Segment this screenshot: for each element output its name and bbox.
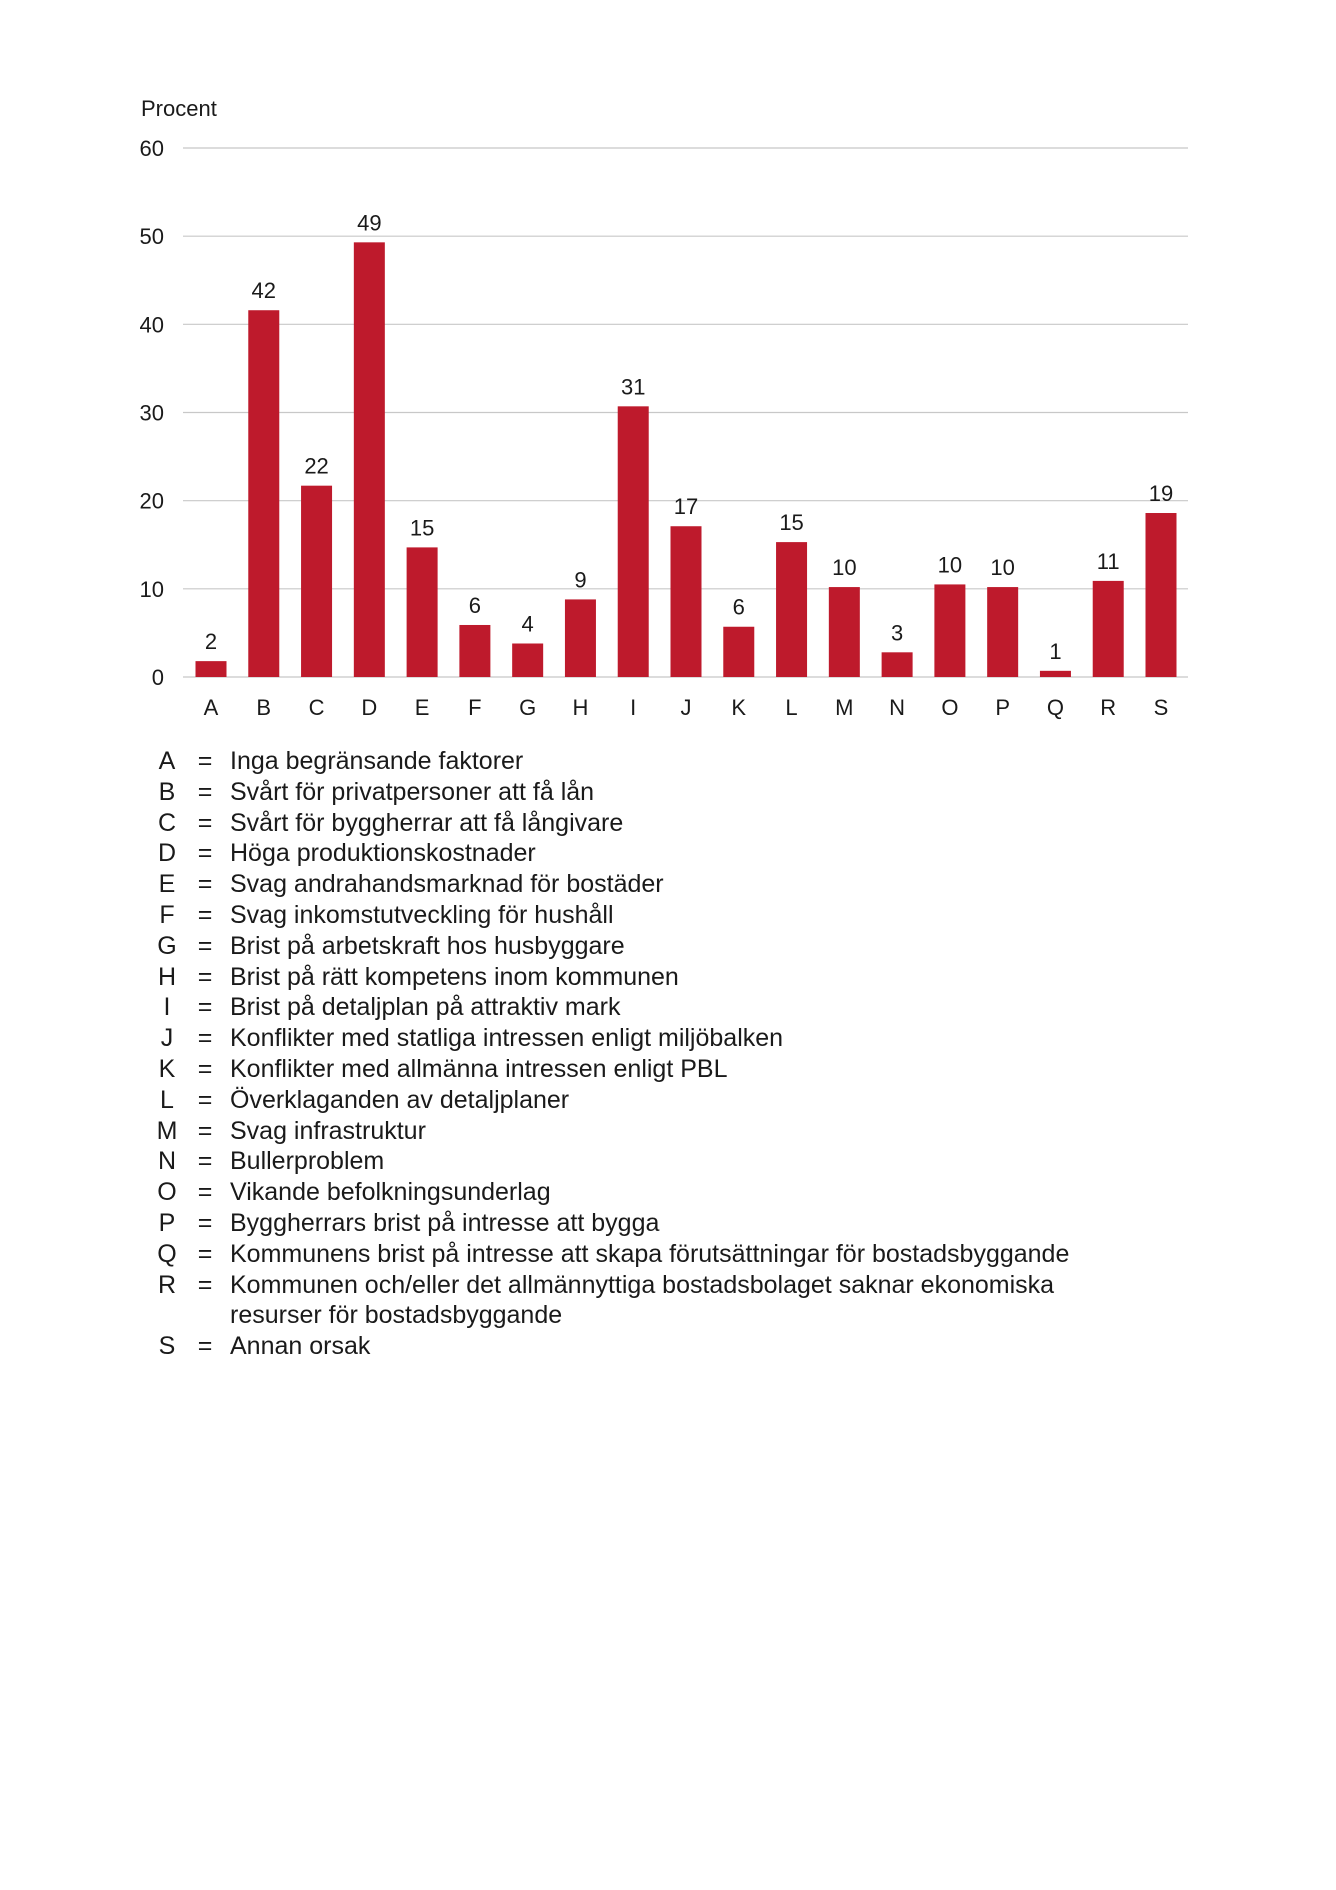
y-tick-label: 0 [151,665,164,690]
legend-row [150,1146,1150,1177]
legend-key: D [157,839,177,868]
bar-b [248,310,279,677]
bars [196,242,1177,677]
x-tick-label-p: P [995,695,1011,720]
x-tick-label-q: Q [1046,695,1065,720]
legend-equals: = [197,839,213,868]
y-tick-label: 30 [139,400,164,426]
legend-description: Kommunens brist på intresse att skapa förutsättningar för bostadsbyggande [230,1239,1070,1268]
legend-key: F [159,900,175,929]
value-label-n: 3 [890,620,904,646]
legend-row [150,962,1150,993]
legend-equals: = [197,1239,213,1268]
legend-key: L [160,1085,174,1114]
x-tick-label-c: C [308,695,325,720]
legend-equals: = [197,1147,213,1176]
value-label-k: 6 [732,594,745,620]
legend-row [150,1023,1150,1054]
legend-row [150,1239,1150,1270]
legend-description: Svag andrahandsmarknad för bostäder [230,870,664,899]
value-label-s: 19 [1148,481,1174,507]
value-label-f: 6 [468,592,482,618]
bar-c [301,486,332,677]
legend-key: R [157,1270,177,1299]
legend-equals: = [197,1085,213,1114]
legend-equals: = [197,1054,213,1083]
x-tick-label-s: S [1153,695,1169,720]
y-tick-label: 60 [139,136,164,161]
bar-e [407,547,438,677]
legend-description: Brist på rätt kompetens inom kommunen [230,962,679,991]
legend-equals: = [197,747,213,775]
legend-description: Bullerproblem [230,1147,385,1176]
bar-n [882,652,913,677]
y-tick-label: 40 [139,312,164,338]
legend-equals: = [197,1178,213,1207]
legend-description: Inga begränsande faktorer [230,747,524,775]
legend-key: S [158,1332,176,1361]
legend-row [150,931,1150,962]
bar-l [776,542,807,677]
legend-row [150,777,1150,808]
bar-j [671,526,702,677]
x-tick-label-d: D [361,695,378,720]
legend-row [150,1177,1150,1208]
bar-a [196,661,227,677]
y-tick-label: 50 [139,224,164,250]
value-label-p: 10 [990,555,1015,581]
value-label-h: 9 [574,567,587,593]
value-label-a: 2 [204,629,218,655]
y-tick-labels [140,136,164,690]
legend-key: Q [157,1239,177,1268]
legend-equals: = [197,962,213,991]
bar-o [934,584,965,677]
bar-f [459,625,490,677]
legend-equals: = [197,1270,213,1299]
value-label-g: 4 [521,611,534,637]
bar-p [987,587,1018,677]
legend-description: Höga produktionskostnader [230,839,536,868]
x-tick-label-n: N [889,695,906,720]
legend-equals: = [197,1208,213,1237]
value-label-l: 15 [779,510,804,536]
value-label-m: 10 [832,555,857,581]
x-tick-label-g: G [519,695,537,720]
legend-row [150,992,1150,1023]
legend-row [150,1270,1150,1332]
x-tick-label-a: A [203,695,219,720]
bar-g [512,643,543,677]
legend-equals: = [197,1024,213,1053]
x-tick-label-k: K [731,695,747,720]
legend-row [150,1331,1150,1362]
legend-description: Brist på detaljplan på attraktiv mark [230,993,621,1022]
value-label-r: 11 [1096,548,1120,574]
value-label-d: 49 [357,210,382,236]
x-tick-labels [204,695,1169,720]
legend-equals: = [197,777,213,806]
legend-key: N [157,1147,177,1176]
legend-key: M [156,1116,178,1145]
bar-h [565,599,596,677]
legend-description: Konflikter med allmänna intressen enligt PBL [230,1054,728,1083]
legend-description: Byggherrars brist på intresse att bygga [230,1208,660,1237]
legend-row [150,900,1150,931]
legend-row [150,746,1150,777]
legend-equals: = [197,931,213,960]
value-label-b: 42 [251,278,277,304]
bar-i [618,406,649,677]
bar-m [829,587,860,677]
legend-description: Svårt för privatpersoner att få lån [230,777,595,806]
legend-description: Brist på arbetskraft hos husbyggare [230,931,625,960]
value-label-c: 22 [304,453,329,479]
legend-equals: = [197,808,213,837]
bar-q [1040,671,1071,677]
legend-key: O [157,1178,177,1207]
legend-row [150,838,1150,869]
legend-equals: = [197,993,213,1022]
x-tick-label-m: M [835,695,854,720]
legend-description: Svårt för byggherrar att få långivare [230,808,624,837]
legend-key: E [158,870,176,899]
legend-equals: = [197,870,213,899]
x-tick-label-b: B [256,695,272,720]
legend-equals: = [197,1332,213,1361]
legend-description: Svag inkomstutveckling för hushåll [230,900,614,929]
bar-chart [0,0,1336,740]
legend-row [150,808,1150,839]
legend-description: Annan orsak [230,1332,371,1361]
value-label-i: 31 [620,374,646,400]
x-tick-label-h: H [572,695,589,720]
legend-equals: = [197,900,213,929]
x-tick-label-i: I [630,695,637,720]
legend-equals: = [197,1116,213,1145]
x-tick-label-o: O [941,695,959,720]
legend-row [150,869,1150,900]
legend-description: Överklaganden av detaljplaner [230,1085,570,1114]
x-tick-label-e: E [414,695,430,720]
legend-description: Kommunen och/eller det allmännyttiga bostadsbolaget saknar ekonomiska resurser för bostadsbyggande [230,1270,1055,1330]
x-tick-label-r: R [1100,695,1117,720]
bar-r [1093,581,1124,677]
legend-key: J [160,1024,174,1053]
legend-key: B [158,777,176,806]
bar-d [354,242,385,677]
legend-row [150,1208,1150,1239]
y-tick-label: 20 [139,488,164,514]
legend-description: Vikande befolkningsunderlag [230,1178,551,1207]
legend-row [150,1116,1150,1147]
legend-key: C [157,808,177,837]
legend-row [150,1085,1150,1116]
category-legend [150,746,1150,1362]
legend-key: K [158,1054,176,1083]
value-label-j: 17 [673,494,699,520]
value-label-o: 10 [937,552,963,578]
x-tick-label-j: J [680,695,692,720]
x-tick-label-f: F [468,695,482,720]
y-tick-label: 10 [139,576,164,602]
legend-key: P [158,1208,176,1237]
x-tick-label-l: L [785,695,798,720]
value-label-q: 1 [1049,638,1062,664]
y-axis-title: Procent [141,96,217,121]
legend-key: H [157,962,177,991]
legend-description: Svag infrastruktur [230,1116,426,1145]
value-label-e: 15 [409,515,435,541]
legend-key: A [158,747,176,775]
legend-description: Konflikter med statliga intressen enligt miljöbalken [230,1024,784,1053]
bar-s [1146,513,1177,677]
legend-key: I [163,993,171,1022]
bar-k [723,627,754,677]
legend-row [150,1054,1150,1085]
legend-key: G [157,931,177,960]
